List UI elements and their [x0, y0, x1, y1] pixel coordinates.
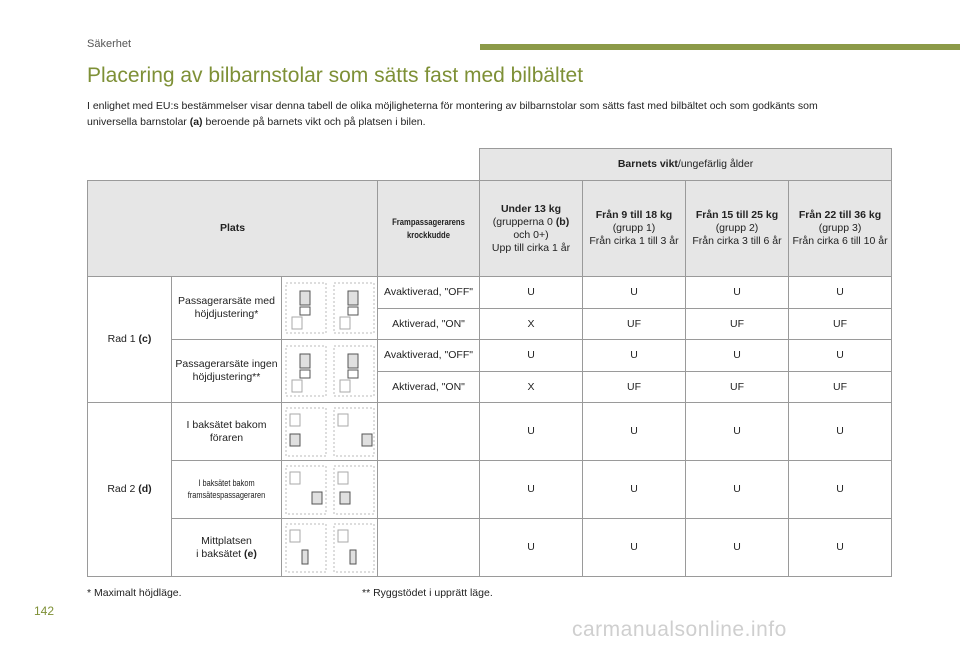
cell: U: [686, 340, 789, 372]
cell: X: [480, 309, 583, 340]
seat-rear-middle-line2: i baksätet: [196, 547, 245, 560]
row2-label: [88, 403, 172, 577]
child-seat-table: [87, 148, 892, 577]
intro-ref-a: (a): [189, 116, 203, 128]
airbag-on-1: Aktiverad, "ON": [378, 309, 480, 340]
seat-front-fixed: Passagerarsäte ingen höjdjustering**: [172, 340, 282, 403]
watermark: carmanualsonline.info: [572, 618, 787, 641]
seat-rear-middle: [172, 519, 282, 577]
row2-label-ref: (d): [138, 483, 152, 495]
airbag-off-1: Avaktiverad, "OFF": [378, 277, 480, 309]
group-0-header: [480, 181, 583, 277]
seat-rear-behind-passenger-icon: [282, 461, 378, 519]
group-0-age: Upp till cirka 1 år: [491, 241, 571, 254]
seat-rear-middle-ref: (e): [244, 547, 257, 560]
group-3-age: Från cirka 6 till 10 år: [792, 235, 888, 247]
group-1-weight: Från 9 till 18 kg: [595, 209, 673, 221]
cell: U: [789, 340, 892, 372]
group-2-line2: (grupp 2): [715, 222, 759, 234]
cell: U: [686, 519, 789, 577]
airbag-empty: [378, 461, 480, 519]
weight-header: [480, 149, 892, 181]
page-number: 142: [34, 604, 55, 618]
row1-label-ref: (c): [138, 333, 152, 345]
weight-header-bold: Barnets vikt: [617, 158, 678, 170]
intro-paragraph: [87, 98, 867, 130]
airbag-empty: [378, 519, 480, 577]
table-corner-blank: [88, 149, 480, 181]
row2-label-text: Rad 2: [107, 483, 139, 495]
cell: UF: [583, 309, 686, 340]
seat-front-adjustable-icon: [282, 277, 378, 340]
group-0-line2: (grupperna 0: [492, 215, 556, 228]
cell: UF: [686, 309, 789, 340]
airbag-header: [378, 181, 480, 277]
cell: U: [789, 519, 892, 577]
cell: U: [480, 519, 583, 577]
seat-rear-behind-driver: I baksätet bakom föraren: [172, 403, 282, 461]
cell: UF: [789, 309, 892, 340]
intro-text-1: I enlighet med EU:s bestämmelser visar denna tabell de olika möjligheterna för montering av bilbarnstolar som sätts fast med bilbältet och som godkänts som universella barnstolar: [87, 100, 818, 128]
cell: U: [789, 403, 892, 461]
cell: UF: [686, 372, 789, 403]
group-1-line2: (grupp 1): [612, 222, 656, 234]
group-0-weight: Under 13 kg: [500, 202, 562, 215]
group-2-age: Från cirka 3 till 6 år: [692, 235, 782, 247]
group-2-weight: Från 15 till 25 kg: [695, 209, 779, 221]
cell: U: [686, 403, 789, 461]
group-1-age: Från cirka 1 till 3 år: [589, 235, 679, 247]
section-divider-bar: [480, 44, 960, 50]
airbag-empty: [378, 403, 480, 461]
cell: U: [789, 277, 892, 309]
seat-rear-behind-passenger: [172, 461, 282, 519]
cell: U: [480, 340, 583, 372]
airbag-header-label: Frampassagerarens krockkudde: [392, 216, 465, 240]
group-1-header: [583, 181, 686, 277]
seat-front-fixed-icon: [282, 340, 378, 403]
footnote-max-height: * Maximalt höjdläge.: [87, 587, 182, 599]
seat-rear-middle-icon: [282, 519, 378, 577]
cell: U: [686, 461, 789, 519]
cell: U: [480, 277, 583, 309]
cell: U: [583, 403, 686, 461]
cell: U: [583, 277, 686, 309]
seat-rear-middle-line1: Mittplatsen: [201, 534, 252, 547]
group-3-header: [789, 181, 892, 277]
group-0-line3: och 0+): [513, 228, 549, 241]
cell: UF: [583, 372, 686, 403]
intro-text-2: beroende på barnets vikt och på platsen i bilen.: [202, 116, 426, 128]
group-3-weight: Från 22 till 36 kg: [798, 209, 882, 221]
cell: U: [686, 277, 789, 309]
footnote-backrest: ** Ryggstödet i upprätt läge.: [362, 587, 493, 599]
airbag-off-2: Avaktiverad, "OFF": [378, 340, 480, 372]
group-2-header: [686, 181, 789, 277]
cell: U: [583, 519, 686, 577]
seat-rear-behind-passenger-label: I baksätet bakom framsätespassageraren: [187, 478, 266, 500]
plats-header: [88, 181, 378, 277]
cell: U: [583, 461, 686, 519]
row1-label: [88, 277, 172, 403]
cell: X: [480, 372, 583, 403]
seat-rear-behind-driver-icon: [282, 403, 378, 461]
weight-header-rest: /ungefärlig ålder: [677, 158, 754, 170]
group-3-line2: (grupp 3): [818, 222, 862, 234]
airbag-on-2: Aktiverad, "ON": [378, 372, 480, 403]
row1-label-text: Rad 1: [107, 333, 139, 345]
seat-front-adjustable: Passagerarsäte med höjdjustering*: [172, 277, 282, 340]
cell: UF: [789, 372, 892, 403]
plats-header-label: Plats: [219, 222, 246, 234]
section-label: Säkerhet: [87, 38, 132, 50]
cell: U: [480, 403, 583, 461]
cell: U: [480, 461, 583, 519]
cell: U: [789, 461, 892, 519]
cell: U: [583, 340, 686, 372]
page-title: Placering av bilbarnstolar som sätts fast med bilbältet: [87, 64, 584, 87]
group-0-ref-b: (b): [555, 215, 570, 228]
